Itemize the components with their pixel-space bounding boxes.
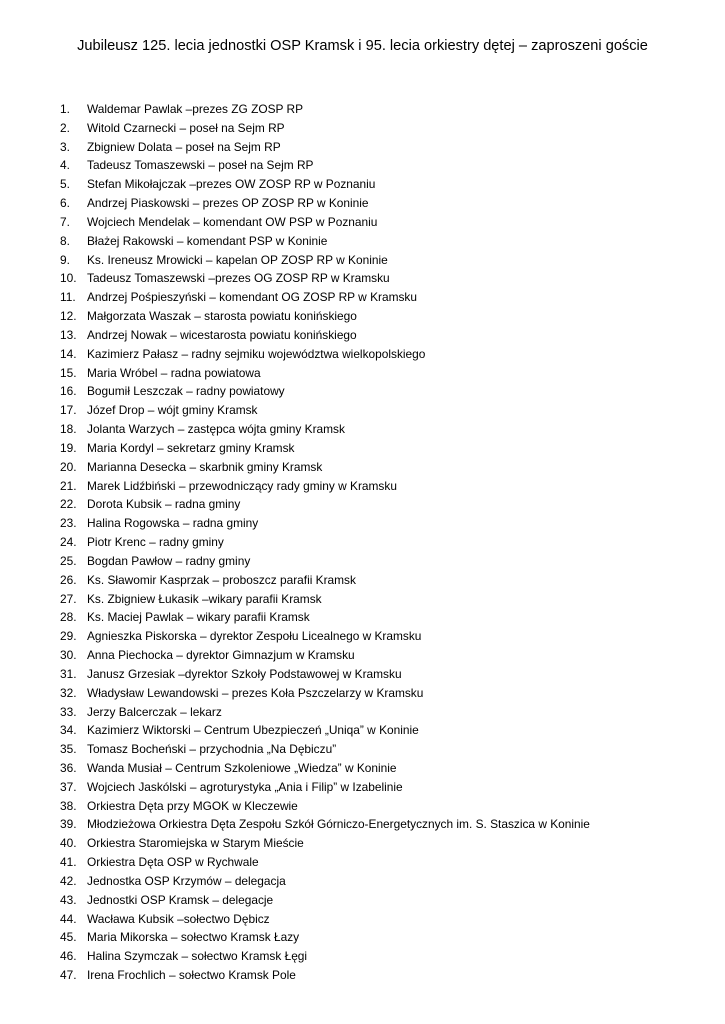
guest-number: 37. <box>60 779 77 794</box>
guest-list-item <box>60 495 590 514</box>
guest-number: 4. <box>60 158 70 173</box>
guest-entry-text: Kazimierz Pałasz – radny sejmiku województwa wielkopolskiego <box>87 346 426 361</box>
guest-number: 11. <box>60 290 76 305</box>
document-title: Jubileusz 125. lecia jednostki OSP Kramsk i 95. lecia orkiestry dętej – zaproszeni goście <box>77 38 648 54</box>
guest-list-item <box>60 665 590 684</box>
guest-list-item <box>60 420 590 439</box>
guest-entry-text: Dorota Kubsik – radna gminy <box>87 497 241 512</box>
guest-list-item <box>60 684 590 703</box>
guest-list-item <box>60 608 590 627</box>
guest-list-item <box>60 646 590 665</box>
guest-entry-text: Marek Lidźbiński – przewodniczący rady gminy w Kramsku <box>87 478 397 493</box>
guest-number: 46. <box>60 949 77 964</box>
guest-number: 39. <box>60 817 77 832</box>
guest-list-item <box>60 251 590 270</box>
guest-list-item <box>60 458 590 477</box>
guest-list-item <box>60 947 590 966</box>
guest-entry-text: Jerzy Balcerczak – lekarz <box>87 704 222 719</box>
guest-entry-text: Bogdan Pawłow – radny gminy <box>87 553 251 568</box>
guest-number: 3. <box>60 139 70 154</box>
guest-number: 47. <box>60 968 77 983</box>
guest-list-item <box>60 156 590 175</box>
guest-entry-text: Ks. Ireneusz Mrowicki – kapelan OP ZOSP RP w Koninie <box>87 252 388 267</box>
guest-list-item <box>60 194 590 213</box>
guest-entry-text: Ks. Sławomir Kasprzak – proboszcz parafii Kramsk <box>87 572 356 587</box>
guest-number: 44. <box>60 911 77 926</box>
guest-number: 43. <box>60 892 77 907</box>
guest-list-item <box>60 703 590 722</box>
guest-number: 7. <box>60 214 70 229</box>
guest-list-item <box>60 928 590 947</box>
guest-entry-text: Anna Piechocka – dyrektor Gimnazjum w Kramsku <box>87 648 355 663</box>
guest-number: 23. <box>60 516 77 531</box>
guest-list-item <box>60 326 590 345</box>
guest-number: 22. <box>60 497 77 512</box>
guest-number: 36. <box>60 760 77 775</box>
guest-entry-text: Agnieszka Piskorska – dyrektor Zespołu Licealnego w Kramsku <box>87 629 422 644</box>
guest-list-item <box>60 834 590 853</box>
guest-list-item <box>60 815 590 834</box>
guest-entry-text: Jolanta Warzych – zastępca wójta gminy Kramsk <box>87 422 345 437</box>
guest-list-item <box>60 439 590 458</box>
guest-entry-text: Tadeusz Tomaszewski –prezes OG ZOSP RP w Kramsku <box>87 271 390 286</box>
guest-number: 35. <box>60 742 77 757</box>
guest-number: 9. <box>60 252 70 267</box>
guest-entry-text: Orkiestra Dęta OSP w Rychwale <box>87 855 259 870</box>
guest-number: 26. <box>60 572 77 587</box>
guest-list-item <box>60 401 590 420</box>
guest-entry-text: Stefan Mikołajczak –prezes OW ZOSP RP w Poznaniu <box>87 177 376 192</box>
guest-list-item <box>60 853 590 872</box>
guest-entry-text: Andrzej Pośpieszyński – komendant OG ZOSP RP w Kramsku <box>87 290 417 305</box>
guest-list-item <box>60 910 590 929</box>
guest-number: 15. <box>60 365 77 380</box>
guest-list-item <box>60 721 590 740</box>
guest-entry-text: Orkiestra Staromiejska w Starym Mieście <box>87 836 304 851</box>
guest-entry-text: Jednostki OSP Kramsk – delegacje <box>87 892 274 907</box>
guest-number: 12. <box>60 309 77 324</box>
guest-list-item <box>60 552 590 571</box>
guest-list-item <box>60 778 590 797</box>
guest-entry-text: Janusz Grzesiak –dyrektor Szkoły Podstawowej w Kramsku <box>87 666 402 681</box>
guest-number: 14. <box>60 346 77 361</box>
guest-list-item <box>60 872 590 891</box>
guest-list-item <box>60 571 590 590</box>
guest-entry-text: Waldemar Pawlak –prezes ZG ZOSP RP <box>87 102 304 116</box>
guest-list-item <box>60 382 590 401</box>
guest-entry-text: Bogumił Leszczak – radny powiatowy <box>87 384 285 399</box>
guest-entry-text: Orkiestra Dęta przy MGOK w Kleczewie <box>87 798 298 813</box>
guest-entry-text: Kazimierz Wiktorski – Centrum Ubezpieczeń „Uniqa” w Koninie <box>87 723 419 738</box>
guest-entry-text: Maria Mikorska – sołectwo Kramsk Łazy <box>87 930 300 945</box>
guest-entry-text: Wojciech Jaskólski – agroturystyka „Ania i Filip” w Izabelinie <box>87 779 403 794</box>
guest-list-item <box>60 345 590 364</box>
guest-entry-text: Jednostka OSP Krzymów – delegacja <box>87 873 286 888</box>
guest-number: 40. <box>60 836 77 851</box>
guest-list-item <box>60 477 590 496</box>
guest-list-item <box>60 627 590 646</box>
guest-number: 6. <box>60 196 70 211</box>
guest-number: 27. <box>60 591 77 606</box>
guest-entry-text: Małgorzata Waszak – starosta powiatu konińskiego <box>87 309 357 324</box>
guest-entry-text: Ks. Zbigniew Łukasik –wikary parafii Kramsk <box>87 591 322 606</box>
guest-entry-text: Halina Rogowska – radna gminy <box>87 516 259 531</box>
guest-entry-text: Tomasz Bocheński – przychodnia „Na Dębiczu” <box>87 742 337 757</box>
guest-entry-text: Wanda Musiał – Centrum Szkoleniowe „Wiedza” w Koninie <box>87 760 397 775</box>
guest-number: 29. <box>60 629 77 644</box>
guest-number: 17. <box>60 403 77 418</box>
guest-number: 2. <box>60 120 70 135</box>
guest-number: 34. <box>60 723 77 738</box>
guest-list-item <box>60 288 590 307</box>
guest-number: 24. <box>60 535 77 550</box>
guest-number: 5. <box>60 177 70 192</box>
guest-entry-text: Irena Frochlich – sołectwo Kramsk Pole <box>87 968 296 983</box>
guest-list-item <box>60 533 590 552</box>
guest-entry-text: Marianna Desecka – skarbnik gminy Kramsk <box>87 459 323 474</box>
guest-entry-text: Józef Drop – wójt gminy Kramsk <box>87 403 258 418</box>
guest-number: 28. <box>60 610 77 625</box>
guest-entry-text: Witold Czarnecki – poseł na Sejm RP <box>87 120 285 135</box>
guest-list-item <box>60 364 590 383</box>
guest-entry-text: Młodzieżowa Orkiestra Dęta Zespołu Szkół Górniczo-Energetycznych im. S. Staszica w Koninie <box>87 817 590 832</box>
guest-entry-text: Zbigniew Dolata – poseł na Sejm RP <box>87 139 281 154</box>
guest-list-item <box>60 269 590 288</box>
guest-number: 31. <box>60 666 77 681</box>
guest-entry-text: Wojciech Mendelak – komendant OW PSP w Poznaniu <box>87 214 378 229</box>
guest-entry-text: Maria Kordyl – sekretarz gminy Kramsk <box>87 440 295 455</box>
guest-number: 33. <box>60 704 77 719</box>
guest-number: 19. <box>60 440 77 455</box>
guest-entry-text: Andrzej Piaskowski – prezes OP ZOSP RP w Koninie <box>87 196 369 211</box>
guest-number: 41. <box>60 855 77 870</box>
guest-entry-text: Tadeusz Tomaszewski – poseł na Sejm RP <box>87 158 314 173</box>
guest-list-item <box>60 175 590 194</box>
guest-entry-text: Andrzej Nowak – wicestarosta powiatu konińskiego <box>87 327 357 342</box>
guest-number: 18. <box>60 422 77 437</box>
guest-list-item <box>60 119 590 138</box>
guest-entry-text: Piotr Krenc – radny gminy <box>87 535 224 550</box>
guest-entry-text: Halina Szymczak – sołectwo Kramsk Łęgi <box>87 949 308 964</box>
guest-list-item <box>60 514 590 533</box>
guest-number: 1. <box>60 102 70 116</box>
guest-number: 30. <box>60 648 77 663</box>
guest-number: 16. <box>60 384 77 399</box>
guest-number: 8. <box>60 233 70 248</box>
guest-entry-text: Błażej Rakowski – komendant PSP w Koninie <box>87 233 328 248</box>
guest-list-item <box>60 966 590 985</box>
guest-list-item <box>60 891 590 910</box>
guest-entry-text: Maria Wróbel – radna powiatowa <box>87 365 261 380</box>
guest-number: 10. <box>60 271 77 286</box>
guest-entry-text: Ks. Maciej Pawlak – wikary parafii Kramsk <box>87 610 310 625</box>
guest-number: 20. <box>60 459 77 474</box>
guest-entry-text: Władysław Lewandowski – prezes Koła Pszczelarzy w Kramsku <box>87 685 424 700</box>
guest-number: 13. <box>60 327 77 342</box>
guest-number: 21. <box>60 478 77 493</box>
guest-list-item <box>60 138 590 157</box>
guest-list-item <box>60 307 590 326</box>
guest-list-item <box>60 590 590 609</box>
guest-entry-text: Wacława Kubsik –sołectwo Dębicz <box>87 911 270 926</box>
guest-list <box>60 100 590 985</box>
guest-number: 38. <box>60 798 77 813</box>
guest-number: 42. <box>60 873 77 888</box>
guest-list-item <box>60 232 590 251</box>
guest-list-item <box>60 759 590 778</box>
guest-list-item <box>60 100 590 119</box>
guest-list-item <box>60 797 590 816</box>
guest-list-item <box>60 740 590 759</box>
guest-number: 25. <box>60 553 77 568</box>
guest-list-item <box>60 213 590 232</box>
guest-number: 32. <box>60 685 77 700</box>
guest-number: 45. <box>60 930 77 945</box>
